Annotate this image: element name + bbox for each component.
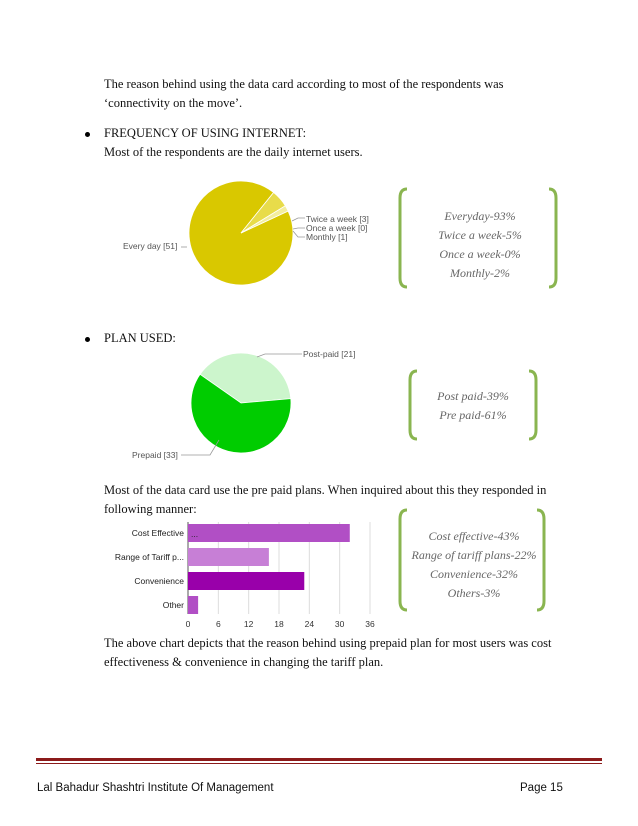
conclusion-paragraph [104, 634, 551, 672]
frequency-heading: FREQUENCY OF USING INTERNET: [104, 126, 307, 140]
tick-label: 36 [365, 619, 375, 629]
bar-label-cost-effective: Cost Effective [131, 528, 184, 538]
footer-institute: Lal Bahadur Shashtri Institute Of Management [37, 782, 274, 794]
pie-label-twice-a-week: Twice a week [3] [306, 214, 369, 224]
bar-label-range-of-tariff: Range of Tariff p... [114, 552, 184, 562]
leader-line [257, 354, 302, 357]
conclusion-line-2: effectiveness & convenience in changing the tariff plan. [104, 655, 384, 669]
bar-axis-ticks [186, 619, 375, 629]
bar-label-convenience: Convenience [134, 576, 184, 586]
footer-rule-thin [36, 763, 602, 764]
bar-series [188, 524, 350, 614]
bar-label-other: Other [162, 600, 184, 610]
reasons-bar-chart [100, 518, 385, 633]
pie-label-postpaid: Post-paid [21] [303, 349, 356, 359]
prepaid-line-1: Most of the data card use the pre paid plans. When inquired about this they responded in [104, 483, 547, 497]
frequency-section [104, 124, 363, 162]
reasons-summary [404, 527, 544, 603]
plan-summary [418, 387, 528, 425]
frequency-summary [410, 207, 550, 283]
intro-line-1: The reason behind using the data card according to most of the respondents was [104, 77, 504, 91]
bar [188, 524, 350, 542]
tick-label: 12 [243, 619, 254, 629]
summary-line: Pre paid-61% [439, 408, 507, 422]
footer-page-number: Page 15 [520, 782, 563, 794]
pie-label-once-a-week: Once a week [0] [306, 223, 368, 233]
conclusion-line-1: The above chart depicts that the reason behind using prepaid plan for most users was cost [104, 636, 552, 650]
pie-label-every-day: Every day [51] [123, 241, 178, 251]
frequency-text: Most of the respondents are the daily internet users. [104, 145, 363, 159]
pie-label-prepaid: Prepaid [33] [132, 450, 178, 460]
bar [188, 572, 304, 590]
summary-line: Range of tariff plans-22% [411, 548, 537, 562]
plan-pie [191, 353, 291, 453]
summary-line: Others-3% [447, 586, 501, 600]
bullet-dot [85, 132, 90, 137]
tick-label: 18 [274, 619, 284, 629]
bar [188, 596, 198, 614]
frequency-pie [189, 181, 293, 285]
summary-line: Convenience-32% [430, 567, 518, 581]
footer-rule [36, 758, 602, 761]
summary-line: Once a week-0% [439, 247, 521, 261]
summary-line: Cost effective-43% [428, 529, 520, 543]
truncation-marker: ... [191, 529, 199, 539]
summary-line: Monthly-2% [450, 266, 510, 280]
summary-line: Twice a week-5% [438, 228, 522, 242]
plan-heading: PLAN USED: [104, 331, 176, 345]
plan-pie-chart [115, 345, 375, 460]
tick-label: 30 [334, 619, 345, 629]
summary-line: Post paid-39% [437, 389, 509, 403]
tick-label: 0 [185, 619, 191, 629]
pie-label-monthly: Monthly [1] [306, 232, 348, 242]
bar [188, 548, 269, 566]
bullet-dot [85, 337, 90, 342]
summary-line: Everyday-93% [444, 209, 516, 223]
frequency-pie-chart [115, 178, 385, 288]
intro-paragraph [104, 75, 504, 113]
tick-label: 6 [215, 619, 221, 629]
prepaid-line-2: following manner: [104, 502, 197, 516]
tick-label: 24 [304, 619, 315, 629]
intro-line-2: ‘connectivity on the move’. [104, 96, 243, 110]
